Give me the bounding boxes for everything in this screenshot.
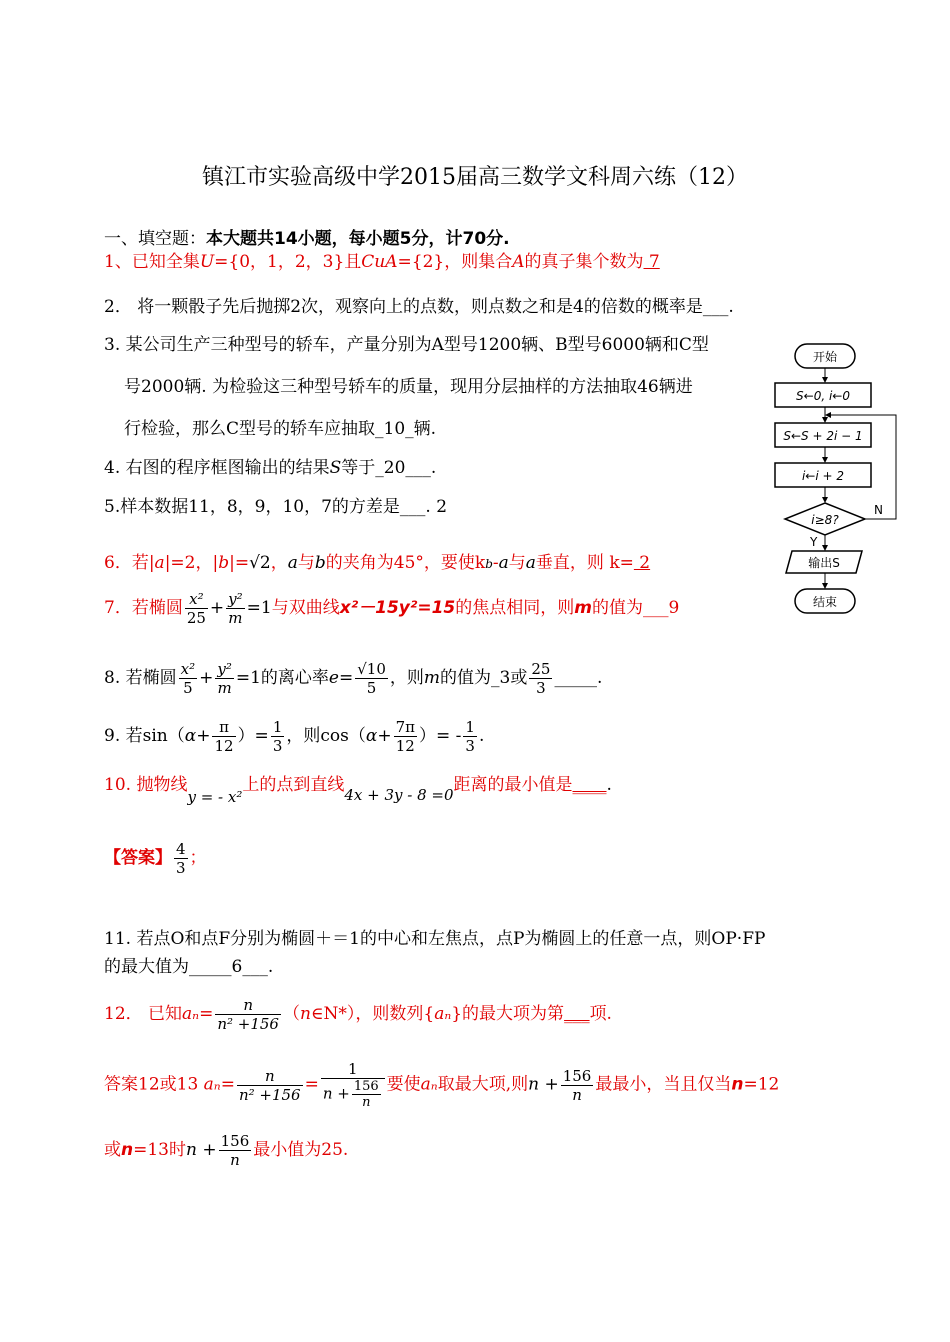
section-header: 一、填空题：本大题共14小题，每小题5分，计70分. [104,229,510,249]
question-10: 10. 抛物线y = - x²上的点到直线4x + 3y - 8 =0距离的最小值是____. [104,775,612,806]
question-7: 7．若椭圆 $\frac{\text{x²}}{25}$ + $\frac{\text{y²}}{m}$ =1与双曲线x²－15y²=15的焦点相同，则m的值为___9 [104,590,680,627]
question-1: 1、已知全集U={0，1，2，3}且CuA={2}，则集合A的真子集个数为 7 [104,252,660,272]
svg-text:i≥8?: i≥8? [811,513,839,527]
svg-text:S←0, i←0: S←0, i←0 [796,389,850,403]
answer-12-line-2: 或n=13时n + $\frac{156}{n}$ 最小值为25. [104,1132,349,1169]
answer-10: 【答案】 $\frac{4}{3}$ ； [104,840,207,877]
question-11-line-1: 11. 若点O和点F分别为椭圆＋＝1的中心和左焦点，点P为椭圆上的任意一点，则OP·FP [104,929,766,949]
question-9: 9. 若sin（α+ $\frac{\pi}{12}$ ）= $\frac{1}{3}$ ，则cos（α+ $\frac{7\pi}{12}$ ）= - $\frac{1}{3}$ . [104,718,485,755]
question-3-line-3: 行检验，那么C型号的轿车应抽取_10_辆. [124,419,437,439]
question-11-line-2: 的最大值为_____6___. [104,957,274,977]
page-title: 镇江市实验高级中学2015届高三数学文科周六练（12） [202,165,748,190]
answer-12-line-1: 答案12或13 aₙ= $\frac{n}{\text{n² +156}}$ = 1 n + $\frac{156}{n}$ 要使aₙ取最大项,则n + $\frac{156}{n}$ 最最小，当且仅当n=12 [104,1060,780,1110]
svg-text:S←S + 2i − 1: S←S + 2i − 1 [783,429,863,443]
question-6: 6．若|a|=2，|b|=√2，a与b的夹角为45°，要使kb-a与a垂直，则 k= 2 [104,553,651,573]
question-3-line-1: 3. 某公司生产三种型号的轿车，产量分别为A型号1200辆、B型号6000辆和C型 [104,335,709,355]
question-5: 5.样本数据11，8，9，10，7的方差是___. 2 [104,497,448,517]
flowchart [770,342,910,622]
svg-text:结束: 结束 [812,595,838,609]
question-3-line-2: 号2000辆. 为检验这三种型号轿车的质量，现用分层抽样的方法抽取46辆进 [124,377,693,397]
question-4: 4. 右图的程序框图输出的结果S等于_20___. [104,458,437,478]
svg-text:输出S: 输出S [808,556,840,570]
question-12: 12． 已知aₙ= $\frac{n}{\text{n² +156}}$ （n∈N*），则数列{aₙ}的最大项为第___项. [104,996,612,1033]
svg-text:Y: Y [810,535,818,549]
question-2: 2． 将一颗骰子先后抛掷2次，观察向上的点数，则点数之和是4的倍数的概率是___. [104,297,734,317]
svg-text:开始: 开始 [812,350,838,364]
svg-text:N: N [874,503,883,517]
question-8: 8. 若椭圆 $\frac{\text{x²}}{5}$ + $\frac{\text{y²}}{m}$ =1的离心率e= $\frac{√10}{5}$ ，则m的值为_3或 $\frac{25}{3}$ _____. [104,660,603,697]
svg-text:i←i + 2: i←i + 2 [801,469,845,483]
